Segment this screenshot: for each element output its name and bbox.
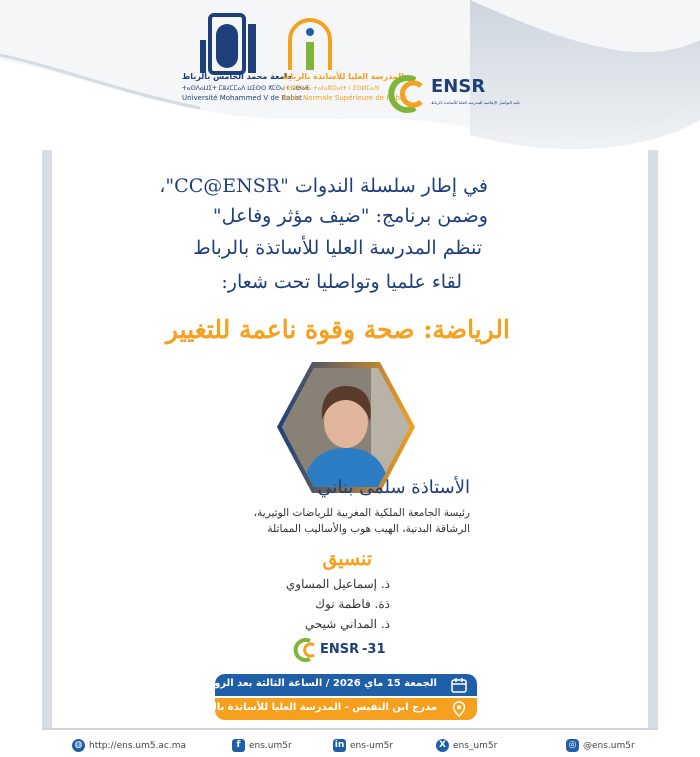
coordinator-name-2: ذة. فاطمة نوك <box>315 597 390 611</box>
cc-small-logo-icon <box>292 637 318 663</box>
event-theme: الرياضة: صحة وقوة ناعمة للتغيير <box>165 315 510 344</box>
right-frame-bar <box>648 150 658 730</box>
cc-logo-icon <box>385 72 429 116</box>
ens-name-arabic: المدرسة العليا للأساتذة بالرباط <box>282 72 404 81</box>
announcement-line-2: وضمن برنامج: "ضيف مؤثر وفاعل" <box>212 205 488 227</box>
university-name-arabic: جامعة محمد الخامس بالرباط <box>182 72 294 81</box>
footer <box>0 733 700 757</box>
instagram-icon: ◎ <box>566 739 579 752</box>
ens-name-french: École Normale Supérieure de Rabat <box>282 94 407 102</box>
event-datetime: الجمعة 15 ماي 2026 / الساعة الثالثة بعد الزوال <box>201 678 437 689</box>
series-number: -31 <box>362 642 386 657</box>
location-pin-icon <box>451 701 467 717</box>
series-logo <box>292 637 387 663</box>
instagram-link[interactable]: @ens.um5r <box>583 740 635 751</box>
coordination-title: تنسيق <box>322 548 372 570</box>
linkedin-icon: in <box>334 740 345 750</box>
footer-x[interactable] <box>436 739 497 752</box>
footer-instagram[interactable] <box>566 739 635 752</box>
x-link[interactable]: ens_um5r <box>453 740 498 751</box>
coordinator-name-3: ذ. المداني شيحي <box>304 617 390 631</box>
ensr-logo <box>385 68 521 128</box>
globe-icon: ◍ <box>72 739 85 752</box>
event-location: مدرج ابن النفيس - المدرسة العليا للأساتذة بالرباط - التقدم <box>146 702 437 713</box>
announcement-line-3: تنظم المدرسة العليا للأساتذة بالرباط <box>193 237 482 259</box>
footer-facebook[interactable] <box>232 739 292 752</box>
university-name-tifinagh: ⵜⴰⵙⴷⴰⵡⵉⵜ ⵎⵓⵃⵎⵎⴰⴷ ⵡⵉⵙⵙ ⵅⵎⵙⴰ ⵏ ⵕⴱⴰⵟ <box>182 85 309 92</box>
linkedin-link[interactable]: ens-um5r <box>350 740 394 751</box>
ens-name-tifinagh: ⵜⵉⵙⴽⵯⵍⴰ ⵜⴰⵏⴰⴳⵔⴰⵏⵜ ⵏ ⵉⵙⵍⵎⴰⴷⵏ <box>282 85 380 92</box>
series-logo-text: ENSR <box>320 642 360 657</box>
ensr-logo-subtitle: خلية التواصل الإعلامية للمدرسة العليا للأساتذة بالرباط <box>431 100 521 105</box>
left-frame-bar <box>42 150 52 730</box>
footer-website[interactable] <box>72 739 186 752</box>
footer-linkedin[interactable] <box>333 739 393 752</box>
calendar-icon <box>451 677 467 693</box>
speaker-role-line-2: الرشاقة البدنية، الهيب هوب والأساليب المماثلة <box>267 523 470 535</box>
location-bar <box>146 698 477 720</box>
coordinator-name-1: ذ. إسماعيل المساوي <box>285 577 390 591</box>
university-name-french: Université Mohammed V de Rabat <box>182 94 302 102</box>
facebook-icon: f <box>232 739 245 752</box>
ensr-logo-text: ENSR <box>431 76 486 97</box>
speaker-name: الأستاذة سلمى بناني <box>317 477 470 498</box>
footer-divider <box>42 728 658 730</box>
speaker-role-line-1: رئيسة الجامعة الملكية المغربية للرياضات الوثيرية، <box>253 507 470 519</box>
website-link[interactable]: http://ens.um5.ac.ma <box>89 740 187 751</box>
announcement-line-4: لقاء علميا وتواصليا تحت شعار: <box>221 271 462 293</box>
datetime-bar <box>201 674 477 696</box>
speaker-portrait <box>276 360 416 495</box>
x-icon: X <box>436 739 449 752</box>
facebook-link[interactable]: ens.um5r <box>249 740 292 751</box>
announcement-line-1: في إطار سلسلة الندوات "CC@ENSR"، <box>159 175 488 197</box>
